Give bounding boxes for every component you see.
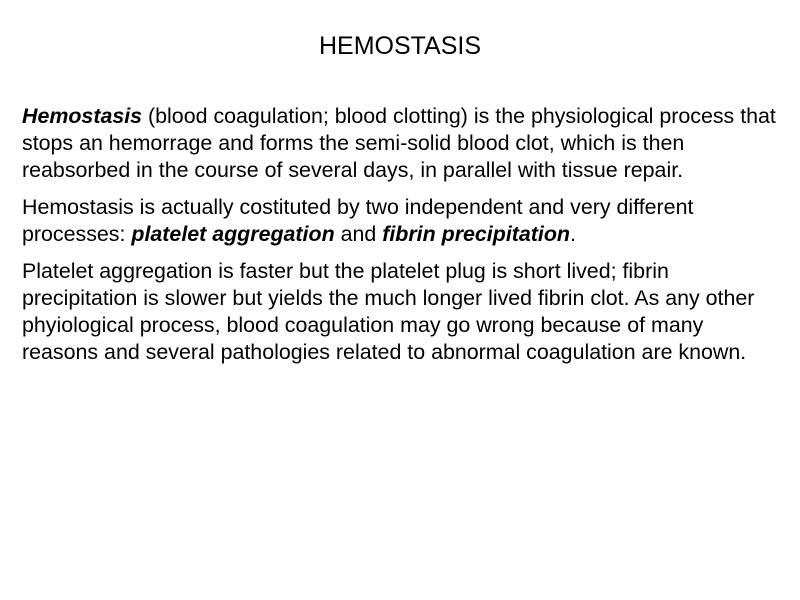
processes-end: . xyxy=(569,222,576,246)
slide-title: HEMOSTASIS xyxy=(318,32,482,60)
paragraph-processes xyxy=(22,194,784,248)
term-platelet-aggregation: platelet aggregation xyxy=(131,222,335,246)
paragraph-comparison: Platelet aggregation is faster but the platelet plug is short lived; fibrin precipitation is slower but yields the much longer lived fibrin clot. As any other phyiological process, blood coagulation may go wrong because of many reasons and several pathologies related to abnormal coagulation are known. xyxy=(22,259,755,364)
processes-and: and xyxy=(334,222,383,246)
processes-intro: Hemostasis is actually costituted by two independent and very different processes: xyxy=(22,195,694,246)
term-fibrin-precipitation: fibrin precipitation xyxy=(382,222,570,246)
paragraph-definition xyxy=(22,103,784,184)
definition-text: (blood coagulation; blood clotting) is the physiological process that stops an hemorrage and forms the semi-solid blood clot, which is then reabsorbed in the course of several days, in parallel with tissue repair. xyxy=(22,104,776,182)
slide-body xyxy=(22,103,784,376)
term-hemostasis: Hemostasis xyxy=(22,104,143,128)
